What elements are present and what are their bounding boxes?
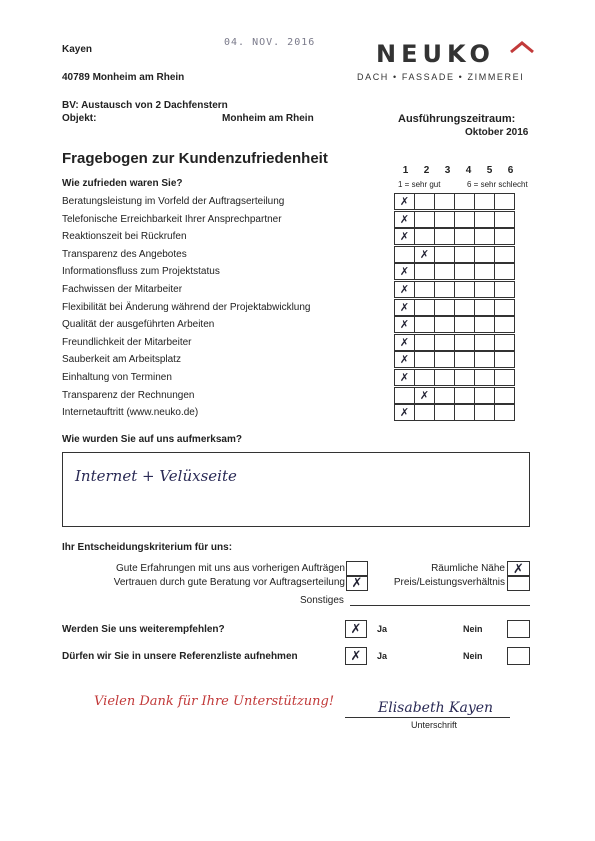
rating-cell[interactable]: [474, 211, 495, 228]
rating-cell[interactable]: [394, 299, 415, 316]
rating-cell[interactable]: [494, 299, 515, 316]
scale-number: 3: [444, 165, 451, 176]
scale-number: 2: [423, 165, 430, 176]
rating-row: [395, 351, 515, 368]
rating-row: [395, 387, 515, 404]
rating-cell[interactable]: [434, 369, 455, 386]
rating-cell[interactable]: [454, 263, 475, 280]
rating-cell[interactable]: [434, 193, 455, 210]
rating-cell[interactable]: [434, 299, 455, 316]
rating-row: [395, 299, 515, 316]
rating-cell[interactable]: [394, 263, 415, 280]
recommend-yes-label: Ja: [377, 624, 388, 634]
rating-cell[interactable]: [434, 387, 455, 404]
rating-cell[interactable]: [474, 387, 495, 404]
check-mark-icon: ✗: [350, 648, 362, 664]
check-mark-icon: ✗: [419, 388, 430, 402]
check-mark-icon: ✗: [399, 283, 410, 296]
reference-question: Dürfen wir Sie in unsere Referenzliste aufnehmen: [62, 651, 298, 662]
rating-cell[interactable]: [454, 281, 475, 298]
rating-item-label: Transparenz des Angebotes: [62, 248, 187, 260]
rating-item-label: Internetauftritt (www.neuko.de): [62, 407, 199, 419]
rating-cell[interactable]: [474, 281, 495, 298]
rating-cell[interactable]: [394, 281, 415, 298]
criteria-title: Ihr Entscheidungskriterium für uns:: [62, 542, 233, 553]
rating-row: [395, 369, 515, 386]
rating-item-label: Fachwissen der Mitarbeiter: [62, 284, 183, 295]
rating-row: [395, 246, 515, 263]
company-logo: [376, 40, 495, 68]
rating-cell[interactable]: [414, 351, 435, 368]
rating-cell[interactable]: [414, 263, 435, 280]
survey-title: Fragebogen zur Kundenzufriedenheit: [62, 150, 328, 167]
thank-you-note: Vielen Dank für Ihre Unterstützung!: [94, 694, 335, 709]
rating-cell[interactable]: [414, 334, 435, 351]
rating-cell[interactable]: [474, 404, 495, 421]
rating-cell[interactable]: [434, 228, 455, 245]
rating-cell[interactable]: [414, 228, 435, 245]
check-mark-icon: ✗: [399, 406, 410, 420]
check-mark-icon: ✗: [419, 247, 430, 261]
rating-cell[interactable]: [454, 387, 475, 404]
rating-cell[interactable]: [454, 299, 475, 316]
rating-cell[interactable]: [474, 334, 495, 351]
customer-address: 40789 Monheim am Rhein: [62, 72, 185, 83]
rating-item-label: Beratungsleistung im Vorfeld der Auftragserteilung: [62, 196, 285, 207]
rating-item-label: Qualität der ausgeführten Arbeiten: [62, 319, 215, 331]
rating-cell[interactable]: [434, 316, 455, 333]
check-mark-icon: ✗: [513, 561, 524, 577]
check-mark-icon: ✗: [399, 230, 410, 244]
period-value: Oktober 2016: [465, 127, 529, 138]
criteria-other-label: Sonstiges: [300, 595, 344, 606]
reference-no-label: Nein: [463, 651, 483, 661]
awareness-answer: Internet + Velüxseite: [75, 467, 237, 485]
rating-cell[interactable]: [434, 281, 455, 298]
scale-number: 4: [465, 165, 472, 176]
rating-cell[interactable]: [394, 246, 415, 263]
rating-cell[interactable]: [414, 404, 435, 421]
rating-cell[interactable]: [394, 351, 415, 368]
scale-high-label: 6 = sehr schlecht: [467, 180, 528, 189]
rating-cell[interactable]: [454, 316, 475, 333]
rating-cell[interactable]: [394, 316, 415, 333]
rating-item-label: Freundlichkeit der Mitarbeiter: [62, 336, 192, 348]
logo-name: NEUKO: [376, 40, 495, 68]
rating-cell[interactable]: [494, 387, 515, 404]
object-label: Objekt:: [62, 113, 97, 124]
rating-item-label: Transparenz der Rechnungen: [62, 389, 195, 401]
check-mark-icon: ✗: [399, 265, 410, 279]
rating-cell[interactable]: [474, 263, 495, 280]
criteria-trust-label: Vertrauen durch gute Beratung vor Auftragserteilung: [113, 577, 345, 588]
rating-cell[interactable]: [414, 369, 435, 386]
rating-cell[interactable]: [454, 193, 475, 210]
rating-cell[interactable]: [474, 193, 495, 210]
rating-cell[interactable]: [454, 351, 475, 368]
reference-yes-label: Ja: [377, 651, 388, 661]
rating-cell[interactable]: [414, 193, 435, 210]
check-mark-icon: ✗: [350, 621, 362, 637]
rating-cell[interactable]: [434, 404, 455, 421]
check-mark-icon: ✗: [399, 195, 410, 208]
rating-item-label: Informationsfluss zum Projektstatus: [62, 266, 220, 278]
check-mark-icon: ✗: [399, 318, 410, 332]
rating-item-label: Sauberkeit am Arbeitsplatz: [62, 354, 181, 366]
rating-cell[interactable]: [474, 246, 495, 263]
rating-item-label: Einhaltung von Terminen: [62, 372, 172, 383]
rating-cell[interactable]: [414, 316, 435, 333]
rating-row: [395, 404, 515, 421]
check-mark-icon: ✗: [399, 353, 410, 367]
criteria-price-label: Preis/Leistungsverhältnis: [393, 577, 505, 588]
logo-tagline: DACH • FASSADE • ZIMMEREI: [357, 72, 525, 82]
check-mark-icon: ✗: [399, 335, 410, 349]
rating-cell[interactable]: [414, 211, 435, 228]
rating-cell[interactable]: [454, 369, 475, 386]
rating-cell[interactable]: [494, 334, 515, 351]
rating-cell[interactable]: [394, 211, 415, 228]
rating-cell[interactable]: [474, 228, 495, 245]
criteria-proximity-label: Räumliche Nähe: [431, 563, 505, 574]
recommend-no-label: Nein: [463, 624, 483, 634]
rating-cell[interactable]: [494, 316, 515, 333]
rating-cell[interactable]: [414, 281, 435, 298]
rating-cell[interactable]: [474, 299, 495, 316]
date-stamp: 04. NOV. 2016: [224, 37, 316, 48]
customer-name: Kayen: [62, 44, 93, 55]
rating-cell[interactable]: [454, 404, 475, 421]
rating-row: [395, 281, 515, 298]
criteria-trust-checkbox[interactable]: [346, 575, 368, 591]
scale-number: 5: [486, 165, 493, 176]
rating-cell[interactable]: [494, 281, 515, 298]
scale-number: 1: [402, 165, 409, 176]
rating-row: [395, 193, 515, 210]
rating-cell[interactable]: [474, 351, 495, 368]
rating-cell[interactable]: [494, 211, 515, 228]
rating-cell[interactable]: [454, 246, 475, 263]
scale-number: 6: [507, 165, 514, 176]
rating-cell[interactable]: [434, 263, 455, 280]
check-mark-icon: ✗: [399, 300, 410, 314]
rating-cell[interactable]: [394, 369, 415, 386]
rating-row: [395, 334, 515, 351]
period-label: Ausführungszeitraum:: [398, 113, 516, 125]
recommend-question: Werden Sie uns weiterempfehlen?: [62, 624, 225, 635]
rating-cell[interactable]: [434, 246, 455, 263]
criteria-price-checkbox[interactable]: [507, 575, 530, 591]
rating-cell[interactable]: [434, 211, 455, 228]
recommend-no-checkbox[interactable]: [507, 620, 530, 638]
rating-cell[interactable]: [454, 334, 475, 351]
rating-row: [395, 263, 515, 280]
signature-line[interactable]: [345, 717, 510, 718]
rating-cell[interactable]: [494, 246, 515, 263]
rating-cell[interactable]: [474, 316, 495, 333]
survey-question: Wie zufrieden waren Sie?: [62, 178, 183, 189]
rating-cell[interactable]: [414, 246, 435, 263]
rating-item-label: Reaktionszeit bei Rückrufen: [62, 231, 187, 243]
rating-item-label: Telefonische Erreichbarkeit Ihrer Ansprechpartner: [62, 213, 282, 225]
roof-icon: [508, 40, 536, 66]
signature: Elisabeth Kayen: [378, 700, 494, 716]
check-mark-icon: ✗: [399, 371, 410, 384]
rating-cell[interactable]: [454, 211, 475, 228]
rating-cell[interactable]: [494, 193, 515, 210]
awareness-answer-box[interactable]: [62, 452, 530, 527]
rating-cell[interactable]: [414, 387, 435, 404]
check-mark-icon: ✗: [351, 575, 363, 591]
rating-cell[interactable]: [474, 369, 495, 386]
rating-cell[interactable]: [494, 351, 515, 368]
rating-row: [395, 211, 515, 228]
reference-no-checkbox[interactable]: [507, 647, 530, 665]
rating-cell[interactable]: [494, 228, 515, 245]
rating-cell[interactable]: [394, 228, 415, 245]
recommend-yes-checkbox[interactable]: [345, 620, 367, 638]
rating-row: [395, 228, 515, 245]
object-value: Monheim am Rhein: [222, 113, 314, 124]
rating-cell[interactable]: [414, 299, 435, 316]
reference-yes-checkbox[interactable]: [345, 647, 367, 665]
rating-cell[interactable]: [394, 404, 415, 421]
rating-cell[interactable]: [494, 404, 515, 421]
signature-label: Unterschrift: [411, 720, 458, 730]
check-mark-icon: ✗: [399, 212, 410, 226]
awareness-question: Wie wurden Sie auf uns aufmerksam?: [62, 434, 242, 445]
project-line: BV: Austausch von 2 Dachfenstern: [62, 100, 228, 111]
rating-cell[interactable]: [394, 334, 415, 351]
rating-cell[interactable]: [494, 369, 515, 386]
rating-cell[interactable]: [434, 334, 455, 351]
criteria-other-input[interactable]: [350, 605, 530, 606]
rating-row: [395, 316, 515, 333]
scale-header: [395, 165, 521, 177]
scale-low-label: 1 = sehr gut: [398, 180, 441, 189]
rating-cell[interactable]: [434, 351, 455, 368]
rating-item-label: Flexibilität bei Änderung während der Projektabwicklung: [62, 301, 311, 313]
criteria-experience-label: Gute Erfahrungen mit uns aus vorherigen Aufträgen: [115, 563, 345, 574]
rating-cell[interactable]: [394, 387, 415, 404]
rating-cell[interactable]: [394, 193, 415, 210]
rating-cell[interactable]: [494, 263, 515, 280]
rating-cell[interactable]: [454, 228, 475, 245]
